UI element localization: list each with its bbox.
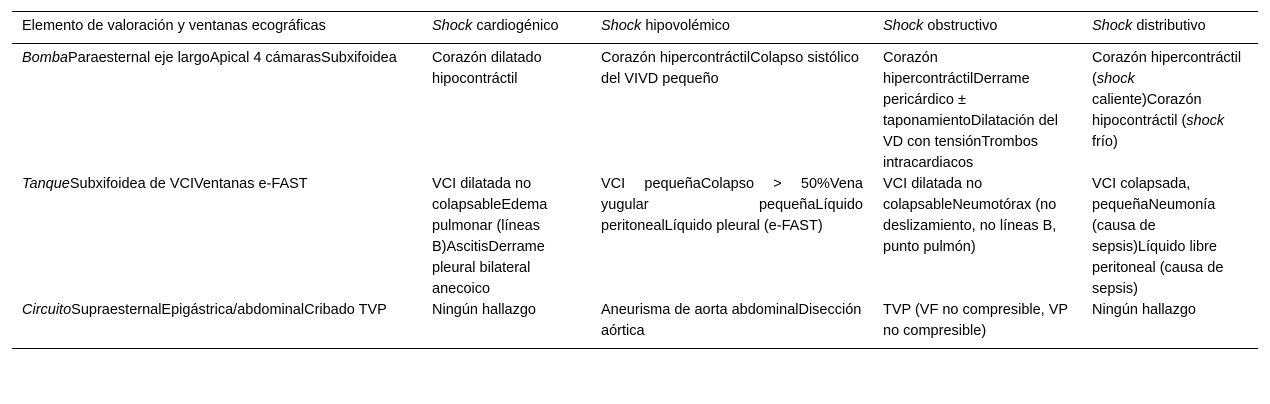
cell-circuit-obstructive: TVP (VF no compresible, VP no compresible) — [873, 300, 1082, 349]
shock-ultrasound-table — [12, 11, 1258, 349]
cell-pump-distributive: Corazón hipercontráctil (shock caliente)Corazón hipocontráctil (shock frío) — [1092, 50, 1242, 150]
cell-tank-obstructive: VCI dilatada no colapsableNeumotórax (no deslizamiento, no líneas B, punto pulmón) — [883, 176, 1057, 255]
table-row-tank — [12, 174, 1258, 300]
header-distributive-shock: Shock distributivo — [1082, 12, 1258, 44]
cell-circuit-hypovolemic: Aneurisma de aorta abdominalDisección aórtica — [591, 300, 873, 349]
header-hypovolemic-shock: Shock hipovolémico — [591, 12, 873, 44]
table-header-row — [12, 12, 1258, 44]
header-cardiogenic-shock: Shock cardiogénico — [422, 12, 591, 44]
cell-circuit-cardiogenic: Ningún hallazgo — [422, 300, 591, 349]
cell-element-circuit: CircuitoSupraesternalEpigástrica/abdominalCribado TVP — [12, 300, 422, 349]
cell-pump-obstructive: Corazón hipercontráctilDerrame pericárdico ± taponamientoDilatación del VD con tensiónTrombos intracardiacos — [883, 50, 1058, 171]
cell-tank-hypovolemic: VCI pequeñaColapso > 50%Vena yugular pequeñaLíquido peritonealLíquido pleural (e-FAST) — [601, 176, 863, 234]
shock-ultrasound-table-container — [12, 11, 1258, 349]
cell-pump-cardiogenic: Corazón dilatado hipocontráctil — [432, 50, 542, 87]
table-row-circuit — [12, 300, 1258, 349]
cell-element-tank: TanqueSubxifoidea de VCIVentanas e-FAST — [22, 176, 308, 192]
table-row-pump — [12, 44, 1258, 175]
cell-pump-hypovolemic: Corazón hipercontráctilColapso sistólico del VIVD pequeño — [601, 50, 859, 87]
cell-element-pump: BombaParaesternal eje largoApical 4 cámarasSubxifoidea — [22, 50, 397, 66]
header-obstructive-shock: Shock obstructivo — [873, 12, 1082, 44]
cell-tank-cardiogenic: VCI dilatada no colapsableEdema pulmonar (líneas B)AscitisDerrame pleural bilateral anecoico — [432, 176, 548, 297]
cell-circuit-distributive: Ningún hallazgo — [1082, 300, 1258, 349]
header-assessment-element: Elemento de valoración y ventanas ecográficas — [12, 12, 422, 44]
cell-tank-distributive: VCI colapsada, pequeñaNeumonía (causa de sepsis)Líquido libre peritoneal (causa de sepsis) — [1092, 176, 1224, 297]
